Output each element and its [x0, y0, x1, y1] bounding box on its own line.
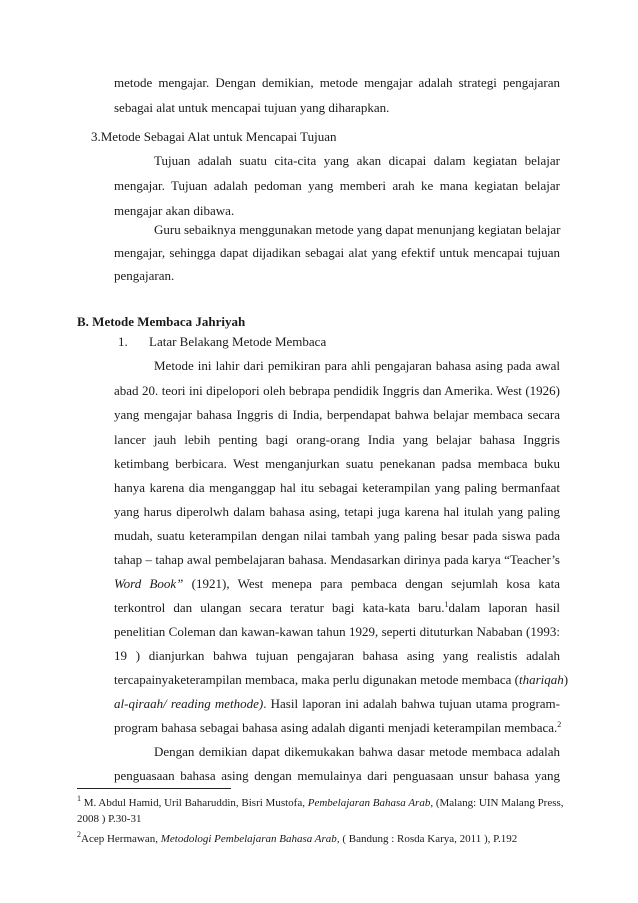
footnote-separator [77, 788, 231, 789]
body-line: penelitian Coleman dan kawan-kawan tahun 1929, seperti dituturkan Nababan (1993: [114, 624, 560, 639]
body-line: mudah, suatu keterampilan dengan nilai tambah yang paling besar pada siswa pada [114, 528, 560, 543]
body-line: mengajar. Tujuan adalah pedoman yang memberi arah ke mana kegiatan belajar [114, 178, 560, 193]
body-line: tahap – tahap awal pembelajaran bahasa. Mendasarkan dirinya pada karya “Teacher’s [114, 552, 560, 567]
body-line: yang mengajar bahasa Inggris di India, berpendapat bahwa belajar membaca secara [114, 407, 560, 422]
subsection-number: 1. [118, 334, 128, 349]
body-line: mengajar akan dibawa. [114, 203, 235, 218]
body-line: mengajar, sehingga dapat dijadikan sebagai alat yang efektif untuk mencapai tujuan [114, 245, 560, 260]
body-line: abad 20. teori ini dipelopori oleh bebrapa pendidik Inggris dan Amerika. West (1926) [114, 383, 560, 398]
body-line: program bahasa sebagai bahasa asing adalah diganti menjadi keterampilan membaca.$^2$ [114, 720, 562, 735]
section-3-heading: 3.Metode Sebagai Alat untuk Mencapai Tujuan [91, 129, 337, 144]
footnote-2: $^2$Acep Hermawan, Metodologi Pembelajaran Bahasa Arab, ( Bandung : Rosda Karya, 2011 ), P.192 [77, 830, 518, 845]
body-line: penguasaan bahasa asing dengan memulainya dari penguasaan unsur bahasa yang [114, 768, 560, 783]
body-line: yang harus diperolwh dalam bahasa asing, tetapi juga karena hal itulah yang paling [114, 504, 560, 519]
body-line: pengajaran. [114, 268, 175, 283]
subsection-title: Latar Belakang Metode Membaca [149, 334, 327, 349]
footnote-ref-1[interactable]: 1 [444, 600, 449, 609]
footnote-ref-2[interactable]: 2 [557, 720, 562, 729]
section-b-heading: B. Metode Membaca Jahriyah [77, 314, 246, 329]
body-line: Tujuan adalah suatu cita-cita yang akan dicapai dalam kegiatan belajar [154, 153, 560, 168]
footnote-1-line2: 2008 ) P.30-31 [77, 813, 142, 825]
body-line: al-qiraah/ reading methode). Hasil laporan ini adalah bahwa tujuan utama program- [114, 696, 560, 711]
footnote-1: $^1$ M. Abdul Hamid, Uril Baharuddin, Bisri Mustofa, Pembelajaran Bahasa Arab, (Malang: UIN Malang Press, [77, 794, 564, 809]
body-line: Dengan demikian dapat dikemukakan bahwa dasar metode membaca adalah [154, 744, 560, 759]
body-line: Guru sebaiknya menggunakan metode yang dapat menunjang kegiatan belajar [154, 222, 561, 237]
body-line: hanya karena dia menganggap hal itu sebagai keterampilan yang paling bermanfaat [114, 480, 560, 495]
body-line: Metode ini lahir dari pemikiran para ahli pengajaran bahasa asing pada awal [154, 358, 560, 373]
body-line: terkontrol dan ulangan secara teratur bagi kata-kata baru.$^1$dalam laporan hasil [114, 600, 560, 615]
book-title: Word Book” [114, 576, 184, 591]
body-line: metode mengajar. Dengan demikian, metode mengajar adalah strategi pengajaran [114, 75, 560, 90]
body-line: tercapainyaketerampilan membaca, maka perlu digunakan metode membaca (thariqah) [114, 672, 569, 687]
body-line: sebagai alat untuk mencapai tujuan yang diharapkan. [114, 100, 390, 115]
body-line: lancer jauh lebih penting bagi orang-orang India yang belajar bahasa Inggris [114, 432, 560, 447]
body-line: ketimbang berbicara. West menganjurkan suatu penekanan padsa membaca buku [114, 456, 560, 471]
body-line: Word Book” (1921), West menepa para pembaca dengan sejumlah kosa kata [114, 576, 560, 591]
body-line: 19 ) dianjurkan bahwa tujuan pengajaran bahasa asing yang realistis adalah [114, 648, 560, 663]
